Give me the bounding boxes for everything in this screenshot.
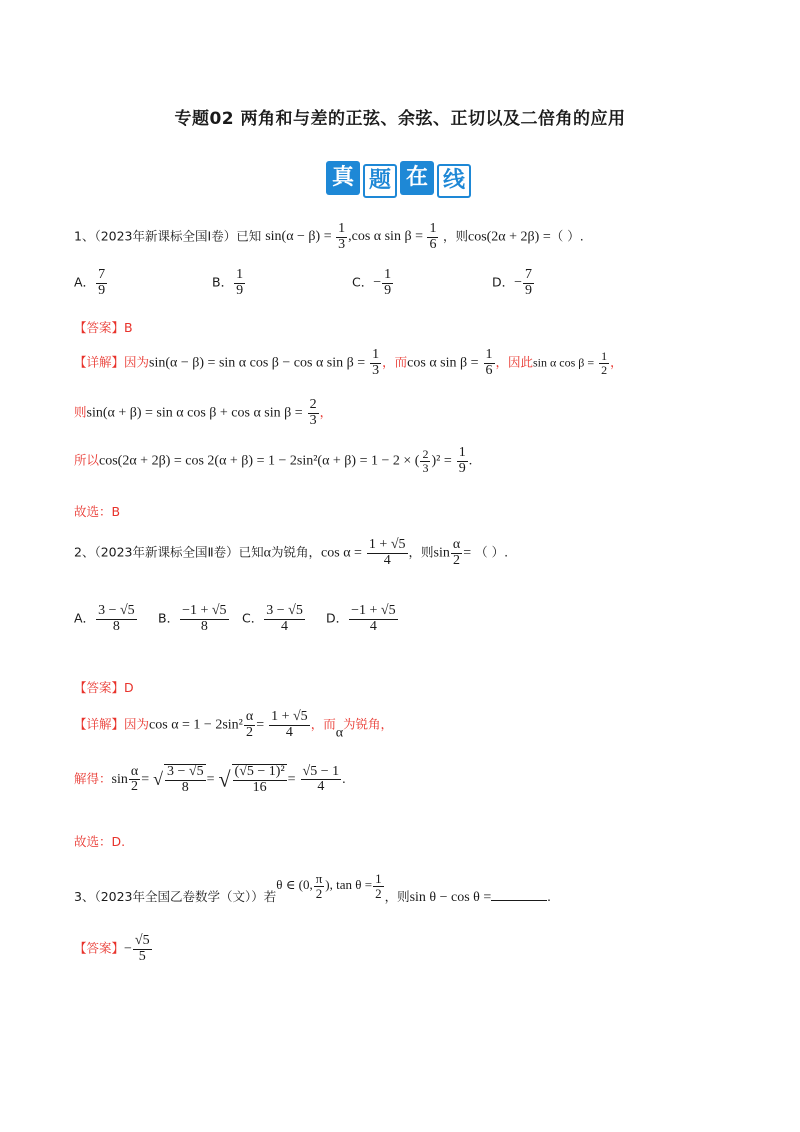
q3-condition: θ ∈ (0, $\frac{\pi}{2}$ ), tan θ = $\frac{1}{2}$ [276, 871, 382, 901]
q3-answer: 【答案】− $\frac{√5}{5}$ [74, 933, 150, 964]
q1-tail: （ ）. [550, 228, 584, 244]
q1-ask: cos(2α + 2β) = [467, 229, 551, 245]
q1-cond1-den: 3 [338, 236, 346, 252]
q1-cond2-lhs: ,cos α sin β = [348, 229, 423, 245]
badge-char-1: 真 [326, 161, 360, 195]
page-title: 专题02 两角和与差的正弦、余弦、正切以及二倍角的应用 [174, 109, 626, 129]
badge-char-4: 线 [437, 164, 471, 198]
q2-option-b: B． $\frac{-1 + √5}{8}$ [158, 603, 227, 634]
badge-char-3: 在 [400, 161, 434, 195]
q1-option-a: A． $\frac{7}{9}$ [74, 267, 106, 298]
q1-cond1-lhs: sin(α − β) = [265, 229, 332, 245]
q2-solution: 解得：sin $\frac{\alpha}{2}$ = √ $\frac{3 - √5}{8}$ = √ $\frac{\text{(√5 − 1)²}}{16}$ = $\frac{√5 - 1}{4}$ . [74, 763, 346, 795]
q1-detail-line-1: 【详解】因为sin(α − β) = sin α cos β − cos α sin β = $\frac{1}{3}$ ，而cos α sin β = $\frac{1}{6}$ ，因此sin α cos β = $\frac{1}{2}$ ， [74, 347, 623, 378]
q1-choose: 故选：B [74, 504, 121, 519]
q1-option-c: C．− $\frac{1}{9}$ [352, 267, 392, 298]
badge-char-2: 题 [363, 164, 397, 198]
q2-answer: 【答案】D [74, 680, 134, 695]
q2-option-a: A． $\frac{3 - √5}{8}$ [74, 603, 135, 634]
q2-option-d: D． $\frac{-1 + √5}{4}$ [326, 603, 396, 634]
q3-stem: 3、（2023年全国乙卷数学（文））若θ ∈ (0, $\frac{\pi}{2}$ ), tan θ = $\frac{1}{2}$ ，则sin θ − cos θ = . [74, 871, 551, 906]
q1-mid: ，则 [442, 228, 468, 244]
q1-detail-line-3: 所以cos(2α + 2β) = cos 2(α + β) = 1 − 2sin²(α + β) = 1 − 2 × ( $\frac{2}{3}$ )² = $\frac{1}{9}$ . [74, 445, 473, 476]
q1-cond1-num: 1 [338, 221, 346, 236]
q1-cond2-num: 1 [429, 221, 437, 236]
q1-answer: 【答案】B [74, 320, 133, 335]
q1-condition-1 [265, 221, 443, 252]
q2-option-c: C． $\frac{3 - √5}{4}$ [242, 603, 303, 634]
q2-choose: 故选：D. [74, 834, 126, 849]
q2-stem: 2、（2023年新课标全国Ⅱ卷）已知α为锐角，cos α = $\frac{1 + √5}{4}$ ，则sin $\frac{\alpha}{2}$ = （ ）. [74, 537, 509, 568]
q1-option-b: B． $\frac{1}{9}$ [212, 267, 244, 298]
q1-detail-line-2: 则sin(α + β) = sin α cos β + cos α sin β = $\frac{2}{3}$ ， [74, 397, 333, 428]
q3-answer-blank[interactable] [491, 888, 547, 901]
q1-stem [74, 222, 584, 252]
q1-cond2-den: 6 [429, 236, 437, 252]
q1-prefix: 1、（2023年新课标全国Ⅰ卷）已知 [74, 228, 262, 244]
q1-option-d: D．− $\frac{7}{9}$ [492, 267, 533, 298]
q2-detail-line-1: 【详解】因为cos α = 1 − 2sin² $\frac{\alpha}{2}$ = $\frac{1 + √5}{4}$ ，而α为锐角， [74, 709, 394, 741]
real-exam-online-badge [326, 158, 474, 198]
